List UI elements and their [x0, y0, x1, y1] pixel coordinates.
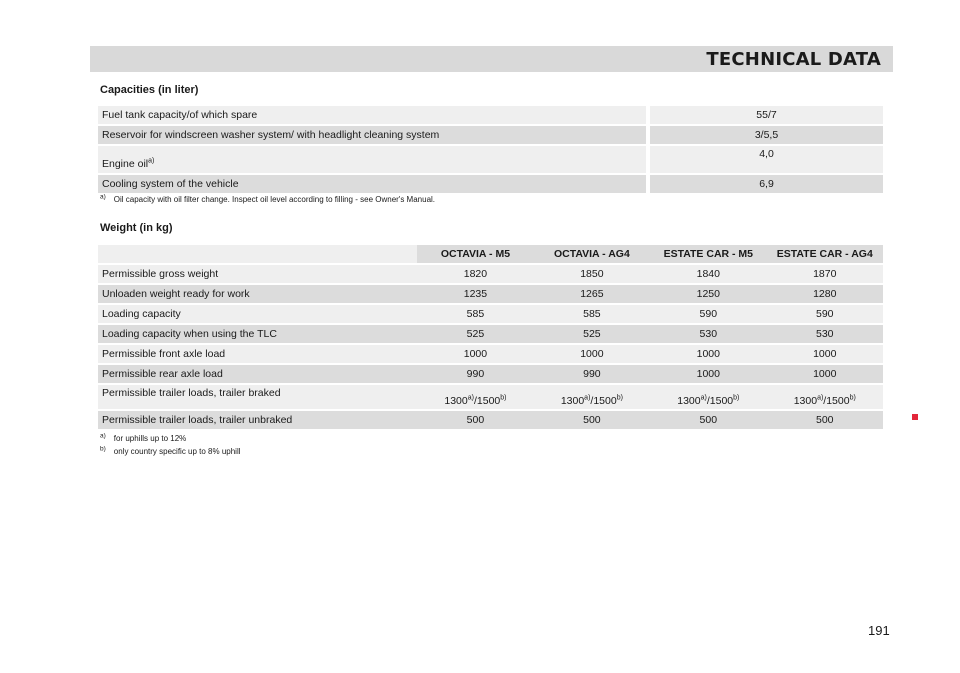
table-row [98, 265, 883, 283]
cell-value: 1250 [650, 285, 766, 303]
row-label [98, 146, 646, 173]
cell-value: 525 [534, 325, 650, 343]
cell-value: 1850 [534, 265, 650, 283]
cell-value: 1000 [767, 345, 883, 363]
weight-footnote-b [100, 447, 241, 456]
footnote-ref: a) [148, 157, 155, 165]
section-end-marker-icon [912, 414, 918, 420]
cell-value: 530 [650, 325, 766, 343]
table-header-row [98, 245, 883, 263]
cell-value: 1300$^{a)}$/1500$^{b)}$ [534, 385, 650, 409]
footnote-text: for uphills up to 12% [113, 434, 187, 443]
cell-value: 1300$^{a)}$/1500$^{b)}$ [417, 385, 533, 409]
row-label: Loading capacity when using the TLC [98, 325, 417, 343]
weight-title: Weight (in kg) [100, 222, 173, 234]
column-header: ESTATE CAR - AG4 [767, 245, 883, 263]
footnote-mark: a) [100, 432, 106, 440]
cell-value: 1000 [650, 345, 766, 363]
row-label: Permissible trailer loads, trailer unbraked [98, 411, 417, 429]
footnote-mark: b) [100, 445, 106, 453]
weight-table [98, 243, 883, 431]
footnote-text: only country specific up to 8% uphill [113, 447, 241, 456]
cell-value: 525 [417, 325, 533, 343]
column-header: OCTAVIA - M5 [417, 245, 533, 263]
cell-value: 500 [767, 411, 883, 429]
cell-value: 1235 [417, 285, 533, 303]
cell-value: 1300$^{a)}$/1500$^{b)}$ [767, 385, 883, 409]
cell-value: 1000 [534, 345, 650, 363]
row-label: Permissible front axle load [98, 345, 417, 363]
table-row [98, 175, 883, 193]
header-band [90, 46, 893, 72]
row-label: Fuel tank capacity/of which spare [98, 106, 646, 124]
row-label: Loading capacity [98, 305, 417, 323]
page-number: 191 [868, 623, 890, 638]
table-row [98, 365, 883, 383]
row-label: Reservoir for windscreen washer system/ with headlight cleaning system [98, 126, 646, 144]
row-label: Unloaden weight ready for work [98, 285, 417, 303]
row-value: 55/7 [650, 106, 883, 124]
table-row [98, 285, 883, 303]
cell-value: 1000 [650, 365, 766, 383]
page-header-title: TECHNICAL DATA [706, 49, 881, 70]
cell-value: 500 [417, 411, 533, 429]
table-row [98, 385, 883, 409]
table-row [98, 126, 883, 144]
row-label: Cooling system of the vehicle [98, 175, 646, 193]
row-value: 3/5,5 [650, 126, 883, 144]
table-row [98, 106, 883, 124]
capacities-footnote [100, 195, 435, 204]
cell-value: 500 [650, 411, 766, 429]
footnote-mark: a) [100, 193, 106, 201]
table-row [98, 146, 883, 173]
cell-value: 585 [534, 305, 650, 323]
row-label: Permissible rear axle load [98, 365, 417, 383]
cell-value: 590 [650, 305, 766, 323]
row-value: 4,0 [650, 146, 883, 173]
cell-value: 1840 [650, 265, 766, 283]
cell-value: 590 [767, 305, 883, 323]
cell-value: 530 [767, 325, 883, 343]
cell-value: 1820 [417, 265, 533, 283]
cell-value: 990 [534, 365, 650, 383]
row-label: Permissible gross weight [98, 265, 417, 283]
row-value: 6,9 [650, 175, 883, 193]
cell-value: 500 [534, 411, 650, 429]
table-row [98, 411, 883, 429]
column-header: ESTATE CAR - M5 [650, 245, 766, 263]
cell-value: 1280 [767, 285, 883, 303]
capacities-title: Capacities (in liter) [100, 84, 199, 96]
engine-oil-label: Engine oil [102, 158, 149, 170]
capacities-table [98, 104, 883, 195]
cell-value: 990 [417, 365, 533, 383]
cell-value: 585 [417, 305, 533, 323]
cell-value: 1000 [417, 345, 533, 363]
footnote-text: Oil capacity with oil filter change. Inspect oil level according to filling - see Owner's Manual. [113, 195, 436, 204]
cell-value: 1870 [767, 265, 883, 283]
table-row [98, 325, 883, 343]
row-label: Permissible trailer loads, trailer braked [98, 385, 417, 409]
weight-footnote-a [100, 434, 186, 443]
column-header: OCTAVIA - AG4 [534, 245, 650, 263]
table-row [98, 345, 883, 363]
cell-value: 1300$^{a)}$/1500$^{b)}$ [650, 385, 766, 409]
table-row [98, 305, 883, 323]
header-blank [98, 245, 417, 263]
cell-value: 1000 [767, 365, 883, 383]
cell-value: 1265 [534, 285, 650, 303]
